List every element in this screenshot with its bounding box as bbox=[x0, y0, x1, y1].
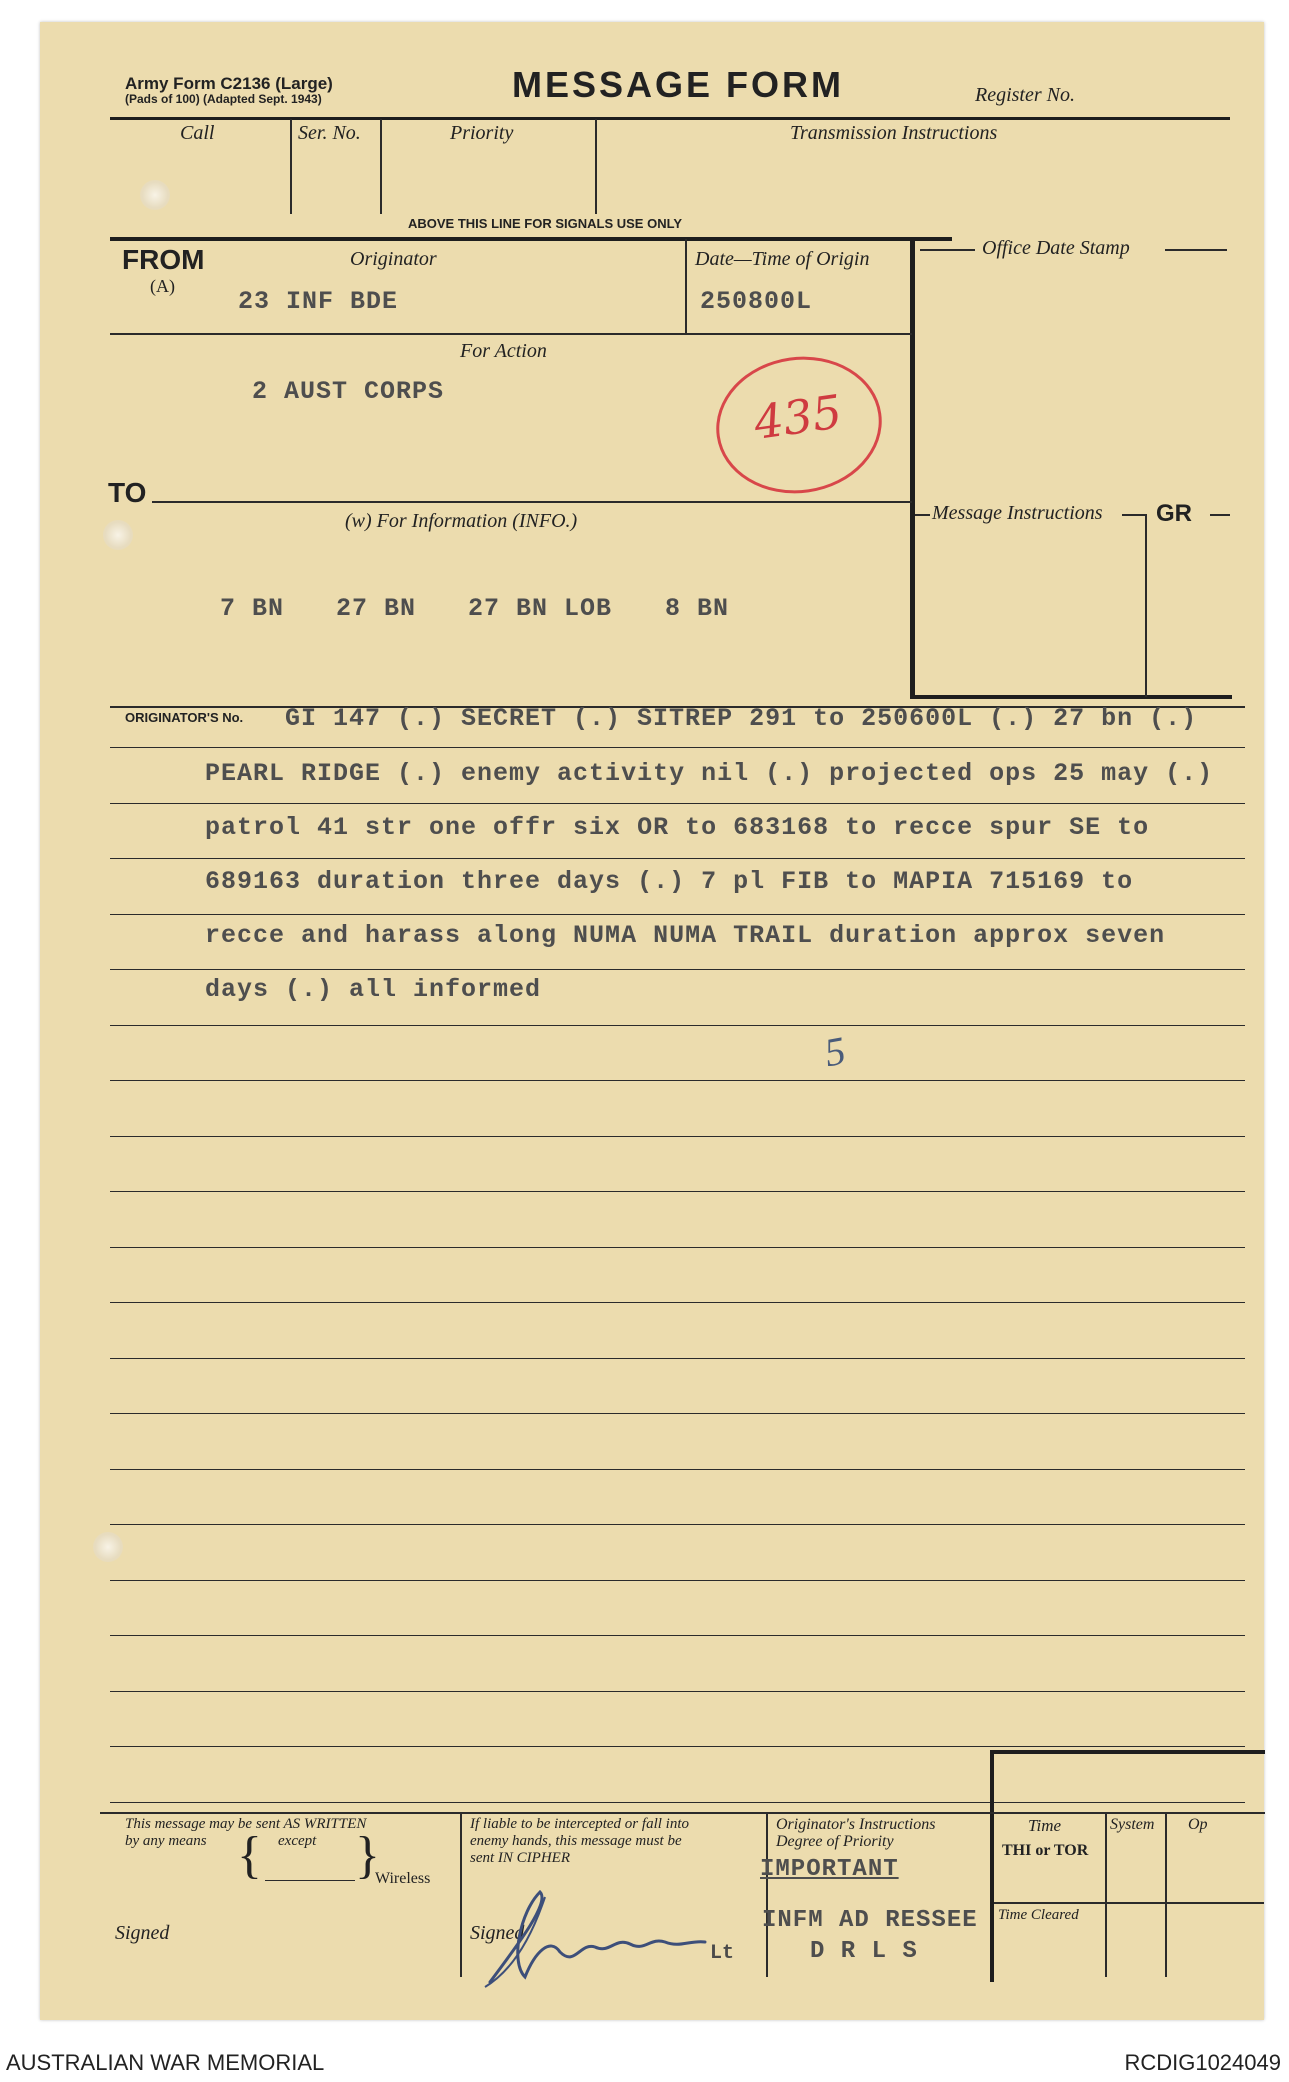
pencil-mark: 5 bbox=[821, 1027, 849, 1076]
message-line: patrol 41 str one offr six OR to 683168 to recce spur SE to bbox=[205, 813, 1150, 842]
degree-priority-label: Degree of Priority bbox=[776, 1833, 894, 1850]
signed-left-label: Signed bbox=[115, 1922, 170, 1944]
drls-value: D R L S bbox=[810, 1938, 918, 1965]
divider bbox=[595, 119, 597, 214]
dto-value: 250800L bbox=[700, 287, 813, 316]
divider bbox=[1165, 1812, 1167, 1977]
stamp-number: 435 bbox=[750, 384, 846, 450]
ruled-line bbox=[110, 1302, 1245, 1303]
from-divider bbox=[110, 333, 912, 335]
from-sub-label: (A) bbox=[150, 276, 175, 296]
info-label: (w) For Information (INFO.) bbox=[345, 510, 578, 532]
ruled-line bbox=[110, 858, 1245, 859]
inform-value: INFM AD RESSEE bbox=[762, 1907, 978, 1934]
ruled-line bbox=[110, 969, 1245, 970]
for-action-value: 2 AUST CORPS bbox=[252, 377, 445, 406]
time-box-left bbox=[990, 1750, 994, 1982]
originator-value: 23 INF BDE bbox=[238, 287, 399, 316]
gr-divider bbox=[1145, 514, 1147, 697]
message-instructions-label: Message Instructions bbox=[932, 502, 1103, 524]
info-value: 27 BN LOB bbox=[468, 594, 613, 623]
ruled-line bbox=[110, 1413, 1245, 1414]
header-rule bbox=[110, 117, 1230, 120]
sent-text-2: by any means bbox=[125, 1833, 207, 1849]
signature bbox=[480, 1882, 750, 1992]
instr-rule bbox=[1210, 514, 1230, 516]
divider bbox=[380, 119, 382, 214]
for-action-label: For Action bbox=[460, 340, 547, 362]
originator-label: Originator bbox=[350, 248, 437, 270]
ruled-line bbox=[110, 1358, 1245, 1359]
sent-text-1: This message may be sent AS WRITTEN bbox=[125, 1816, 367, 1832]
ruled-line bbox=[110, 1524, 1245, 1525]
time-label: Time bbox=[1028, 1816, 1062, 1835]
ruled-line bbox=[110, 1247, 1245, 1248]
punch-hole bbox=[103, 520, 133, 550]
thi-tor-label: THI or TOR bbox=[1002, 1842, 1089, 1859]
message-line: PEARL RIDGE (.) enemy activity nil (.) projected ops 25 may (.) bbox=[205, 759, 1214, 788]
ser-no-label: Ser. No. bbox=[298, 122, 361, 144]
ruled-line bbox=[110, 1025, 1245, 1026]
cipher-text-3: sent IN CIPHER bbox=[470, 1850, 570, 1866]
ruled-line bbox=[110, 1580, 1245, 1581]
ruled-line bbox=[110, 914, 1245, 915]
message-line: GI 147 (.) SECRET (.) SITREP 291 to 250600L (.) 27 bn (.) bbox=[285, 704, 1198, 733]
message-line: 689163 duration three days (.) 7 pl FIB to MAPIA 715169 to bbox=[205, 867, 1134, 896]
ruled-line bbox=[110, 1080, 1245, 1081]
signed-mid-label: Signed bbox=[470, 1922, 525, 1944]
brace-left: { bbox=[237, 1827, 262, 1884]
form-id: Army Form C2136 (Large) bbox=[125, 74, 333, 93]
ruled-line bbox=[110, 1469, 1245, 1470]
ruled-line bbox=[110, 1802, 1245, 1803]
transmission-label: Transmission Instructions bbox=[790, 122, 998, 144]
punch-hole bbox=[140, 180, 170, 210]
to-label: TO bbox=[108, 477, 147, 508]
cipher-text-2: enemy hands, this message must be bbox=[470, 1833, 682, 1849]
dto-label: Date—Time of Origin bbox=[695, 248, 870, 270]
brace-right: } bbox=[355, 1827, 380, 1884]
op-label: Op bbox=[1188, 1816, 1208, 1833]
instr-rule bbox=[915, 514, 930, 516]
stamp-rule bbox=[920, 249, 975, 251]
divider bbox=[766, 1812, 768, 1977]
message-line: recce and harass along NUMA NUMA TRAIL duration approx seven bbox=[205, 921, 1166, 950]
time-cleared-label: Time Cleared bbox=[998, 1907, 1079, 1923]
orig-instr-label: Originator's Instructions bbox=[776, 1816, 936, 1833]
system-label: System bbox=[1110, 1816, 1155, 1833]
divider bbox=[685, 239, 687, 335]
wireless-label: Wireless bbox=[375, 1870, 431, 1887]
ruled-line bbox=[110, 747, 1245, 748]
divider bbox=[1105, 1812, 1107, 1977]
register-no-label: Register No. bbox=[975, 84, 1075, 106]
call-label: Call bbox=[180, 122, 215, 144]
instr-rule bbox=[1122, 514, 1147, 516]
ruled-line bbox=[110, 803, 1245, 804]
ruled-line bbox=[110, 1136, 1245, 1137]
except-rule bbox=[265, 1880, 355, 1881]
punch-hole bbox=[93, 1532, 123, 1562]
ruled-line bbox=[110, 1746, 1245, 1747]
except-label: except bbox=[278, 1833, 317, 1849]
form-sub: (Pads of 100) (Adapted Sept. 1943) bbox=[125, 92, 322, 106]
from-box-top bbox=[110, 237, 952, 241]
gr-label: GR bbox=[1156, 500, 1192, 527]
from-box-right bbox=[910, 237, 915, 697]
message-form-paper bbox=[40, 22, 1264, 2020]
footer-right: RCDIG1024049 bbox=[1124, 2050, 1281, 2075]
info-value: 8 BN bbox=[665, 594, 730, 623]
message-line: days (.) all informed bbox=[205, 975, 542, 1004]
signals-use-note: ABOVE THIS LINE FOR SIGNALS USE ONLY bbox=[408, 216, 682, 231]
time-box-top bbox=[990, 1750, 1265, 1754]
ruled-line bbox=[110, 1191, 1245, 1192]
form-title: MESSAGE FORM bbox=[512, 64, 845, 105]
priority-label: Priority bbox=[450, 122, 514, 144]
divider bbox=[290, 119, 292, 214]
from-label: FROM bbox=[122, 244, 205, 275]
ruled-line bbox=[110, 1635, 1245, 1636]
signature-rank: Lt bbox=[710, 1942, 735, 1965]
info-value: 7 BN bbox=[220, 594, 285, 623]
cipher-text-1: If liable to be intercepted or fall into bbox=[470, 1816, 689, 1832]
side-box-bottom bbox=[910, 695, 1232, 699]
red-circle-stamp bbox=[707, 346, 890, 504]
priority-value: IMPORTANT bbox=[760, 1856, 899, 1883]
footer-left: AUSTRALIAN WAR MEMORIAL bbox=[6, 2050, 325, 2075]
divider bbox=[460, 1812, 462, 1977]
info-value: 27 BN bbox=[336, 594, 417, 623]
time-cleared-rule bbox=[994, 1902, 1264, 1904]
bottom-rule bbox=[100, 1812, 1265, 1814]
ruled-line bbox=[110, 1691, 1245, 1692]
to-divider bbox=[152, 501, 912, 503]
originators-no-label: ORIGINATOR'S No. bbox=[125, 710, 244, 725]
stamp-rule bbox=[1165, 249, 1227, 251]
office-date-stamp-label: Office Date Stamp bbox=[982, 237, 1130, 259]
